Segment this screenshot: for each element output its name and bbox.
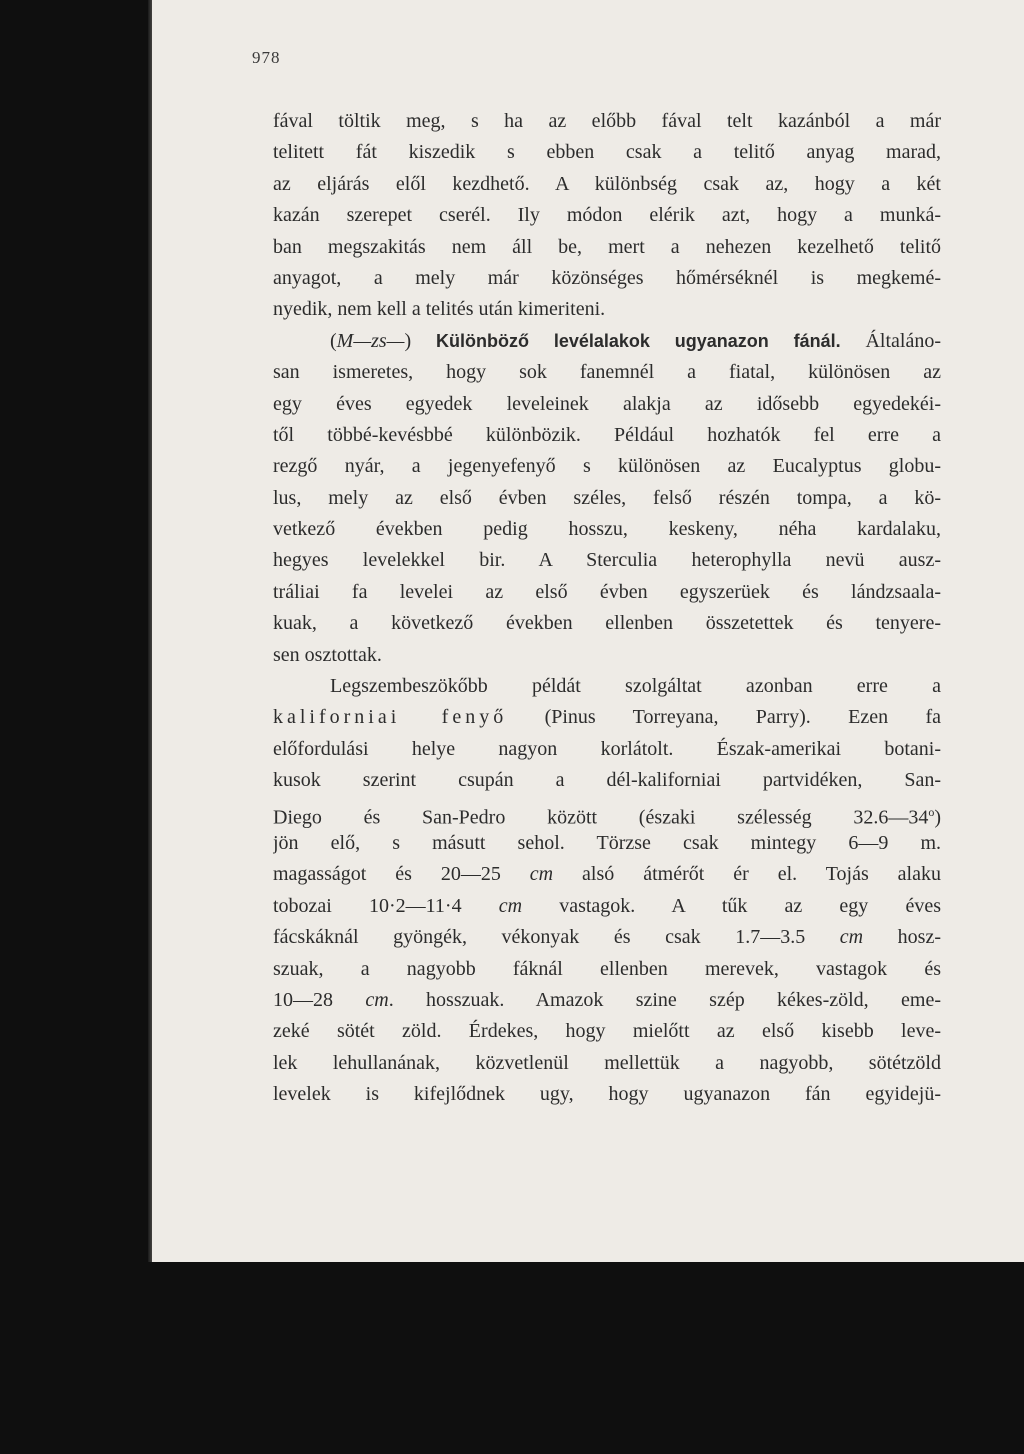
text-line: san ismeretes, hogy sok fanemnél a fiatal, különösen az	[273, 361, 941, 384]
text-span: )	[934, 806, 941, 828]
text-line: sen osztottak.	[273, 643, 382, 666]
text-line: szuak, a nagyobb fáknál ellenben merevek, vastagok és	[273, 957, 941, 980]
text-line: előfordulási helye nagyon korlátolt. Észak-amerikai botani-	[273, 737, 941, 760]
heading-author: M—zs—	[336, 329, 405, 352]
text-line: Legszembeszökőbb példát szolgáltat azonban erre a	[330, 675, 941, 698]
text-line: anyagot, a mely már közönséges hőmérséknél is megkemé-	[273, 266, 941, 289]
text-line: rezgő nyár, a jegenyefenyő s különösen az Eucalyptus globu-	[273, 455, 941, 478]
heading-open-paren: (	[330, 329, 337, 352]
heading-continuation: Általáno-	[865, 329, 941, 352]
text-line: egy éves egyedek leveleinek alakja az idősebb egyedekéi-	[273, 392, 941, 415]
section-heading: Különböző levélalakok ugyanazon fánál.	[436, 330, 841, 351]
text-line: hegyes levelekkel bir. A Sterculia heterophylla nevü ausz-	[273, 549, 941, 572]
text-line: vetkező években pedig hosszu, keskeny, néha kardalaku,	[273, 518, 941, 541]
spaced-emphasis: kaliforniai fenyő	[273, 706, 508, 729]
text-line: zeké sötét zöld. Érdekes, hogy mielőtt az első kisebb leve-	[273, 1020, 941, 1043]
text-line: kuak, a következő években ellenben összetettek és tenyere-	[273, 612, 941, 635]
text-line: nyedik, nem kell a telités után kimeriteni.	[273, 298, 606, 321]
text-line: magasságot és 20—25 cm alsó átmérőt ér el. Tojás alaku	[273, 863, 941, 886]
section-heading-line	[273, 326, 941, 357]
text-line: jön elő, s másutt sehol. Törzse csak mintegy 6—9 m.	[273, 831, 941, 854]
text-line: ban megszakitás nem áll be, mert a nehezen kezelhető telitő	[273, 235, 941, 258]
text-line: tobozai 10·2—11·4 cm vastagok. A tűk az egy éves	[273, 894, 941, 917]
text-span: Diego és San-Pedro között (északi szélesség 32.6—34	[273, 806, 929, 828]
text-line: kazán szerepet cserél. Ily módon elérik azt, hogy a munká-	[273, 204, 941, 227]
text-line: tráliai fa levelei az első évben egyszerüek és lándzsaala-	[273, 580, 941, 603]
text-span: (Pinus Torreyana, Parry). Ezen fa	[544, 706, 941, 729]
text-line: telitett fát kiszedik s ebben csak a telitő anyag marad,	[273, 141, 941, 164]
text-line: lus, mely az első évben széles, felső részén tompa, a kö-	[273, 486, 941, 509]
text-line: 10—28 cm. hosszuak. Amazok szine szép kékes-zöld, eme-	[273, 988, 941, 1011]
text-line: lek lehullanának, közvetlenül mellettük a nagyobb, sötétzöld	[273, 1051, 941, 1074]
degree-sign: o	[928, 804, 935, 819]
text-line: levelek is kifejlődnek ugy, hogy ugyanazon fán egyidejü-	[273, 1083, 941, 1106]
page-number: 978	[252, 48, 281, 67]
body-text	[273, 106, 941, 1111]
text-line: az eljárás elől kezdhető. A különbség csak az, hogy a két	[273, 172, 941, 195]
text-line: kusok szerint csupán a dél-kaliforniai partvidéken, San-	[273, 769, 941, 792]
text-line: től többé-kevésbbé különbözik. Például hozhatók fel erre a	[273, 423, 941, 446]
text-line: fával töltik meg, s ha az előbb fával telt kazánból a már	[273, 110, 941, 132]
heading-close-paren: )	[404, 329, 412, 352]
text-line: fácskáknál gyöngék, vékonyak és csak 1.7—3.5 cm hosz-	[273, 926, 941, 949]
text-line	[273, 702, 941, 733]
text-line	[273, 797, 941, 828]
